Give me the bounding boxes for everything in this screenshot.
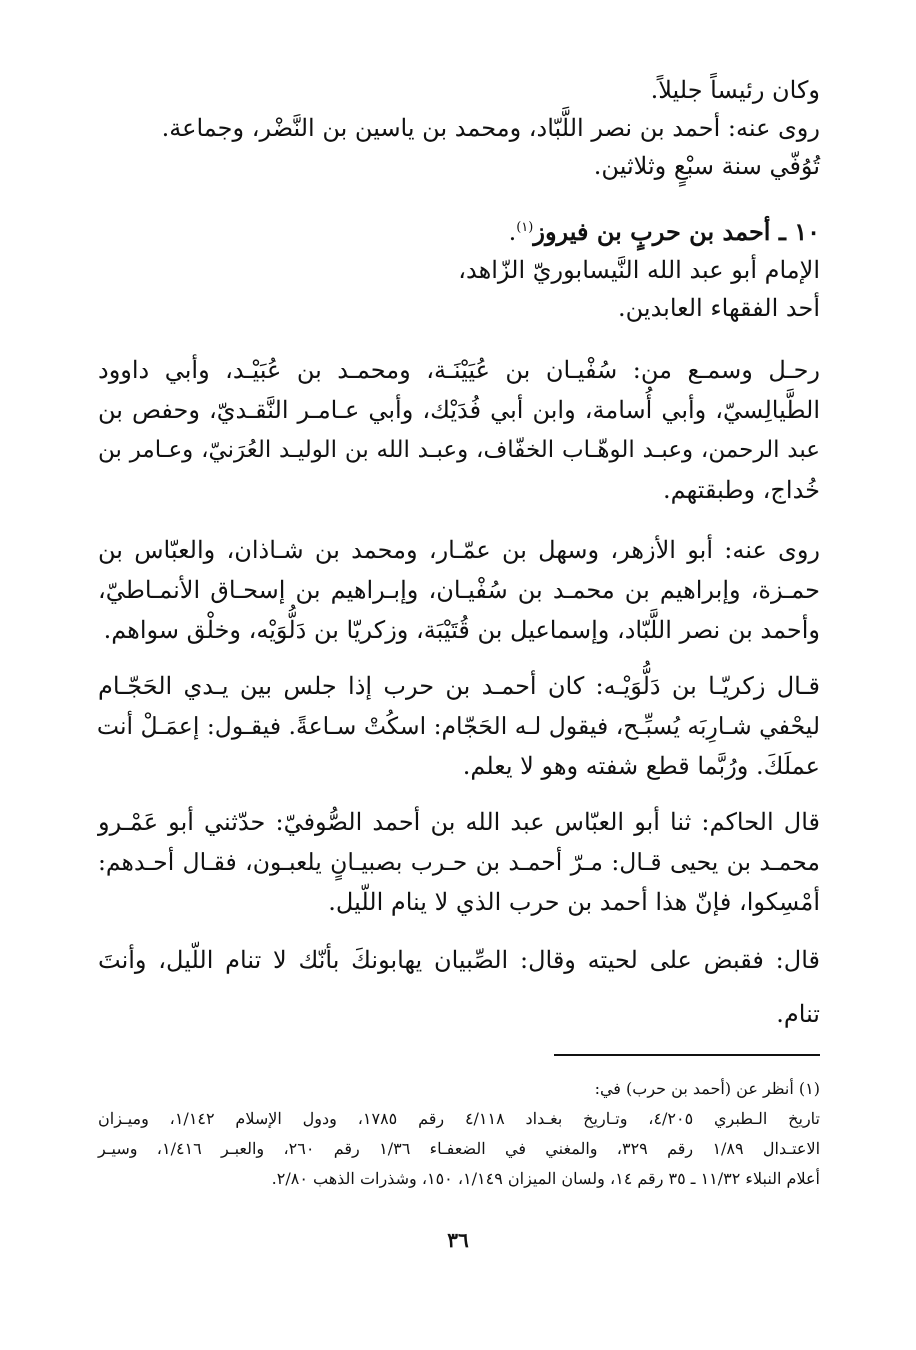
- text-line: تُوُفّي سنة سبْعٍ وثلاثين.: [593, 152, 820, 180]
- text-line: عملَكَ. ورُبَّما قطع شفته وهو لا يعلم.: [462, 752, 820, 780]
- text-line: ليحْفي شـارِبَه يُسبِّـح، فيقول لـه الحَجّام: اسكُتْ سـاعةً. فيقـول: إعمَـلْ أنت: [96, 712, 820, 740]
- footnote-line: (١) أنظر عن (أحمد بن حرب) في:: [594, 1079, 820, 1098]
- footnote-separator: [554, 1054, 820, 1056]
- paragraph-anecdote-hakim: [98, 802, 820, 922]
- entry-title-line: [98, 212, 820, 252]
- text-line: وأحمد بن نصر اللَّبّاد، وإسماعيل بن قُتَيْبَة، وزكريّا بن دَلُّوَيْه، وخلْق سواهم.: [103, 616, 820, 644]
- paragraph-closing: [98, 940, 820, 1034]
- footnote: [98, 1074, 820, 1194]
- text-line: خُداج، وطبقتهم.: [663, 476, 820, 504]
- paragraph-students: [98, 530, 820, 650]
- entry-header: [98, 212, 820, 328]
- text-line: وكان رئيساً جليلاً.: [650, 76, 820, 104]
- text-line: تنام.: [776, 1000, 820, 1028]
- text-line: رحـل وسمـع من: سُفْيـان بن عُيَيْنَـة، ومحمـد بن عُبَيْـد، وأبي داوود: [98, 356, 820, 384]
- footnote-marker: (١): [516, 220, 534, 235]
- paragraph-anecdote-zakariya: [98, 666, 820, 786]
- text-line: عبد الرحمن، وعبـد الوهّـاب الخفّاف، وعبـد الله بن الوليـد العُرَنيّ، وعـامر بن: [98, 437, 820, 463]
- page-number: ٣٦: [447, 1228, 469, 1252]
- text-line: روى عنه: أبو الأزهر، وسهل بن عمّـار، ومحمد بن شـاذان، والعبّاس بن: [98, 536, 820, 564]
- text-line: محمـد بن يحيى قـال: مـرّ أحمـد بن حـرب بصبيـانٍ يلعبـون، فقـال أحـدهم:: [98, 848, 820, 876]
- text-line: حمـزة، وإبراهيم بن محمـد بن سُفْيـان، وإبـراهيم بن إسحـاق الأنمـاطيّ،: [98, 576, 820, 604]
- previous-entry-tail: [98, 70, 820, 186]
- text-line: أمْسِكوا، فإنّ هذا أحمد بن حرب الذي لا ينام اللّيل.: [328, 888, 820, 916]
- text-line: قـال زكريّـا بن دَلُّوَيْـه: كان أحمـد بن حرب إذا جلس بين يـدي الحَجّـام: [98, 672, 820, 700]
- text-line: قال الحاكم: ثنا أبو العبّاس عبد الله بن أحمد الصُّوفيّ: حدّثني أبو عَمْـرو: [98, 808, 820, 836]
- entry-description: أحد الفقهاء العابدين.: [617, 294, 820, 322]
- entry-title: ١٠ ـ أحمد بن حربٍ بن فيروز: [533, 217, 820, 246]
- footnote-line: أعلام النبلاء ١١/٣٢ ـ ٣٥ رقم ١٤، ولسان الميزان ١/١٤٩، ١٥٠، وشذرات الذهب ٢/٨٠.: [271, 1169, 820, 1188]
- text-line: قال: فقبض على لحيته وقال: الصِّبيان يهابونكَ بأنّك لا تنام اللّيل، وأنتَ: [98, 946, 820, 974]
- text-line: روى عنه: أحمد بن نصر اللَّبّاد، ومحمد بن ياسين بن النَّضْر، وجماعة.: [161, 114, 820, 142]
- footnote-line: الاعتـدال ١/٨٩ رقم ٣٢٩، والمغني في الضعفـاء ١/٣٦ رقم ٢٦٠، والعبـر ١/٤١٦، وسيـر: [98, 1139, 821, 1158]
- entry-title-tail: .: [508, 218, 517, 246]
- entry-subtitle: الإمام أبو عبد الله النَّيسابوريّ الزّاهد،: [458, 256, 820, 284]
- footnote-line: تاريخ الـطبري ٤/٢٠٥، وتـاريخ بغـداد ٤/١١٨ رقم ١٧٨٥، ودول الإسلام ١/١٤٢، وميـزان: [98, 1109, 821, 1128]
- text-line: الطَّيالِسيّ، وأبي أُسامة، وابن أبي فُدَيْك، وأبي عـامـر النَّقـديّ، وحفص بن: [98, 396, 820, 424]
- paragraph-teachers: [98, 350, 820, 510]
